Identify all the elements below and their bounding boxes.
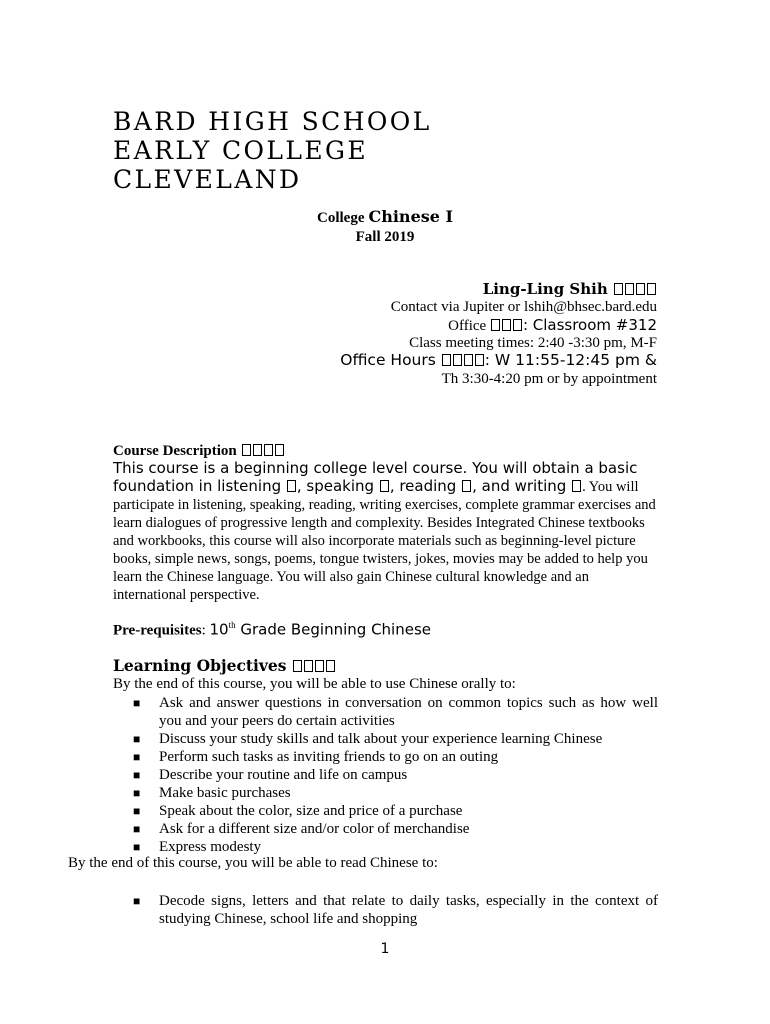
- list-item: ■ Ask and answer questions in conversation on common topics such as how well you and your peers do certain activities: [133, 695, 658, 729]
- oral-objectives-intro: By the end of this course, you will be able to use Chinese orally to:: [113, 676, 516, 692]
- course-title: [0, 207, 770, 227]
- office-value: : Classroom #312: [522, 316, 657, 334]
- course-term: Fall 2019: [355, 229, 415, 245]
- objectives-heading: Learning Objectives: [113, 656, 287, 675]
- list-item: ■ Ask for a different size and/or color of merchandise: [133, 821, 470, 837]
- list-item: ■ Discuss your study skills and talk about your experience learning Chinese: [133, 731, 603, 747]
- course-description: [113, 459, 658, 604]
- list-item: ■ Make basic purchases: [133, 785, 291, 801]
- prerequisites: Pre-requisites: 10th Grade Beginning Chinese: [113, 620, 432, 639]
- office-hours-continued: Th 3:30-4:20 pm or by appointment: [441, 371, 657, 387]
- office-line: [448, 316, 657, 335]
- prereq-value: Grade Beginning Chinese: [235, 620, 432, 639]
- instructor-name: Ling-Ling Shih: [482, 280, 608, 298]
- course-prefix: College: [317, 210, 365, 226]
- course-name: Chinese I: [368, 207, 453, 226]
- office-hours-line: [340, 351, 657, 369]
- bullet-icon: ■: [133, 840, 141, 854]
- reading-objectives-list: [133, 892, 658, 928]
- bullet-icon: ■: [133, 804, 141, 818]
- page-number: 1: [380, 941, 390, 957]
- bullet-icon: ■: [133, 732, 141, 746]
- office-hours-label: Office Hours: [340, 351, 436, 369]
- bullet-icon: ■: [133, 768, 141, 782]
- office-label: Office: [448, 318, 487, 334]
- bullet-icon: ■: [133, 696, 141, 710]
- description-heading-line: [113, 443, 285, 460]
- list-item: ■ Describe your routine and life on campus: [133, 767, 408, 783]
- bullet-icon: ■: [133, 786, 141, 800]
- description-line-1: This course is a beginning college level course. You will obtain a basic: [113, 459, 638, 477]
- list-item: ■ Speak about the color, size and price of a purchase: [133, 803, 463, 819]
- oral-objectives-list: [133, 694, 658, 856]
- list-item: ■ Perform such tasks as inviting friends to go on an outing: [133, 749, 499, 765]
- reading-objectives-intro: By the end of this course, you will be able to read Chinese to:: [68, 855, 438, 871]
- description-line-2: foundation in listening , speaking , reading , and writing . You will: [113, 477, 639, 495]
- logo-line-2: EARLY COLLEGE: [113, 136, 369, 165]
- logo-line-1: BARD HIGH SCHOOL: [113, 107, 432, 136]
- list-item: ■ Decode signs, letters and that relate to daily tasks, especially in the context of studying Chinese, school life and shopping: [133, 893, 658, 927]
- meeting-times: Class meeting times: 2:40 -3:30 pm, M-F: [409, 335, 657, 351]
- bullet-icon: ■: [133, 822, 141, 836]
- office-hours-value: : W 11:55-12:45 pm &: [484, 351, 657, 369]
- logo-line-3: CLEVELAND: [113, 165, 302, 194]
- bullet-icon: ■: [133, 750, 141, 764]
- instructor-name-line: [483, 280, 657, 298]
- instructor-contact: Contact via Jupiter or lshih@bhsec.bard.edu: [390, 299, 657, 315]
- prereq-label: Pre-requisites: [113, 622, 202, 639]
- objectives-heading-line: [113, 656, 336, 675]
- bullet-icon: ■: [133, 894, 141, 908]
- description-body: participate in listening, speaking, reading, writing exercises, complete grammar exercises and learn dialogues of progressive length and complexity. Besides Integrated Chinese textbooks and workbooks, this course will also incorporate materials such as beginning-level picture books, simple news, songs, poems, tongue twisters, jokes, movies may be added to help you learn the Chinese language. You will also gain Chinese cultural knowledge and an international perspective.: [113, 497, 656, 603]
- list-item: ■ Express modesty: [133, 839, 262, 855]
- school-logo: [113, 107, 432, 194]
- description-heading: Course Description: [113, 443, 237, 459]
